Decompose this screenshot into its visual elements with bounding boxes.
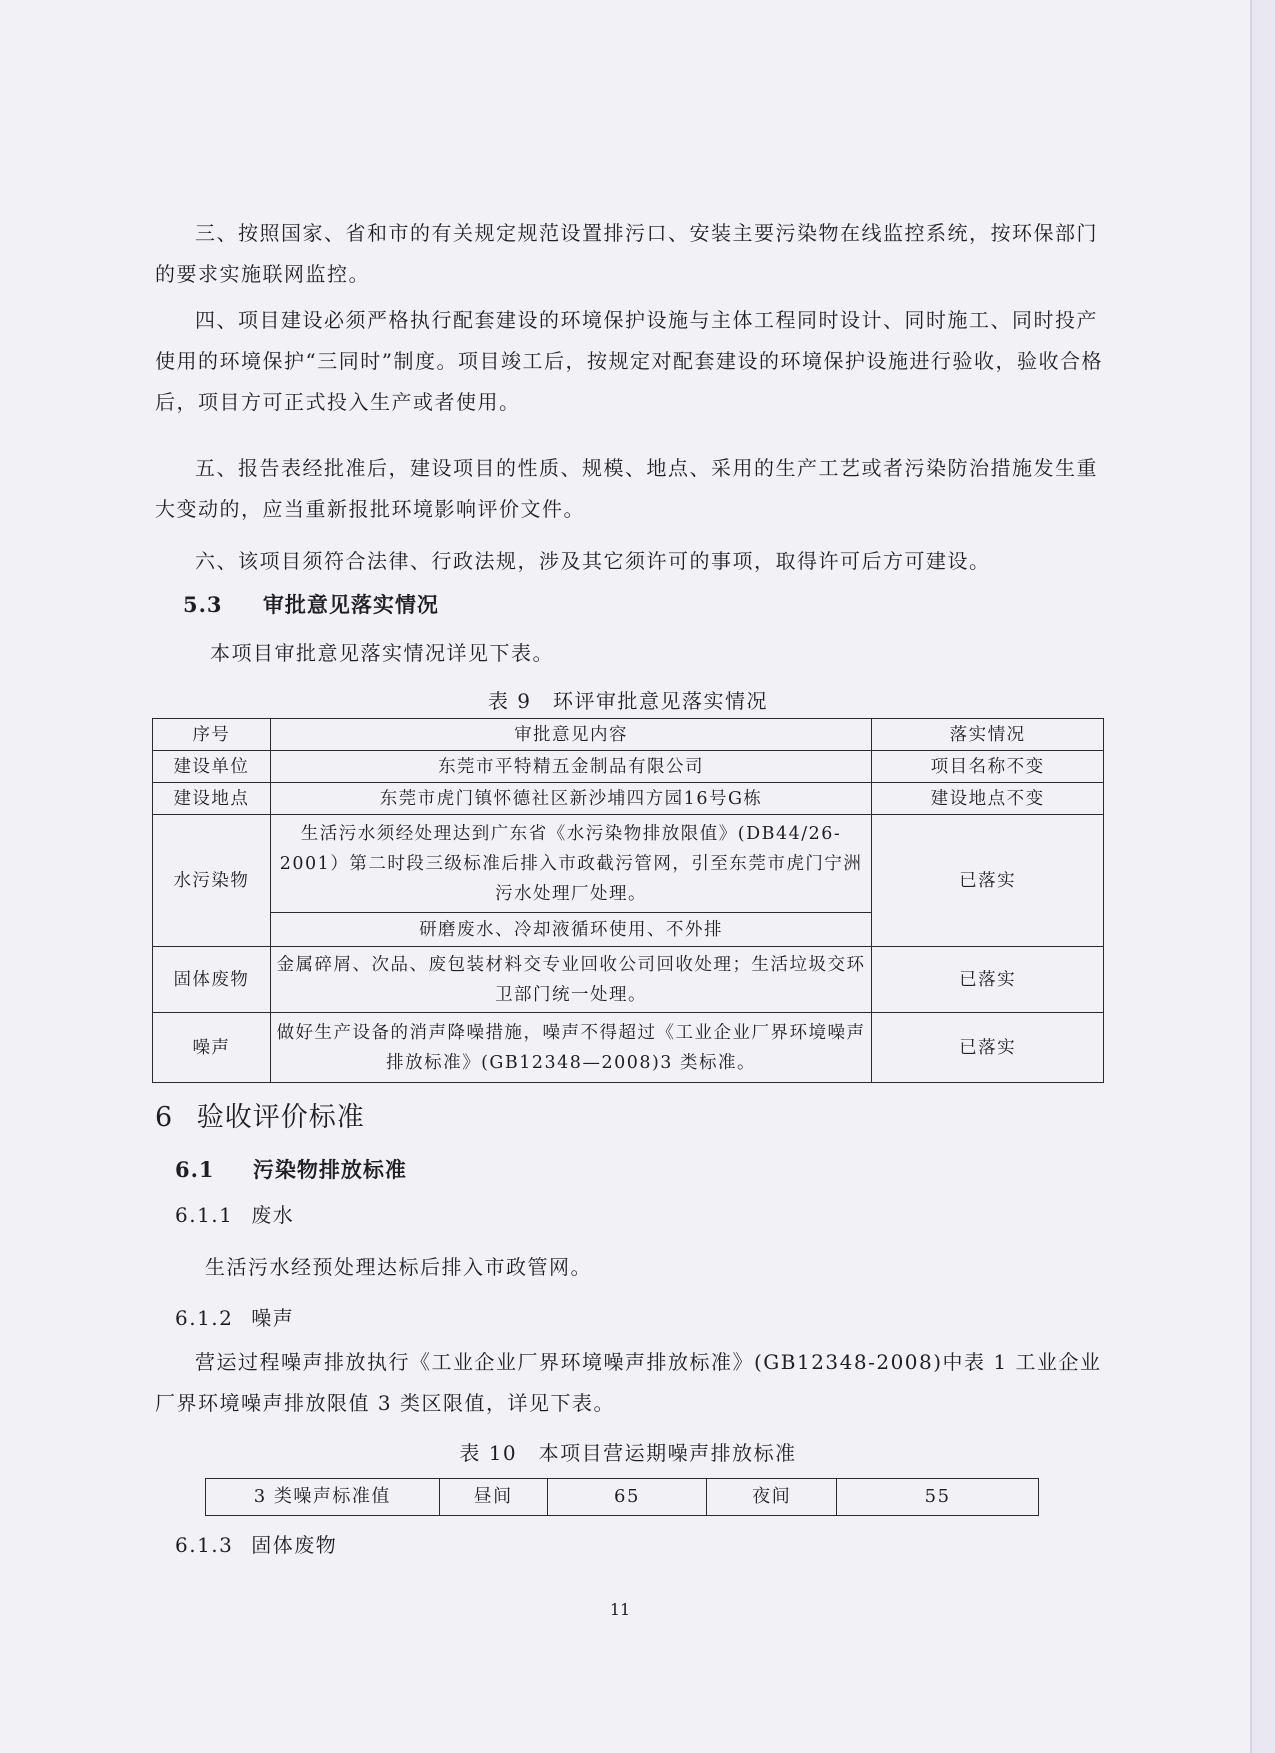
section-title: 固体废物 <box>251 1533 338 1557</box>
table-9-caption: 表 9 环评审批意见落实情况 <box>487 689 769 713</box>
day-value: 65 <box>547 1479 707 1516</box>
section-number: 6.1.1 <box>175 1203 234 1227</box>
row-status: 已落实 <box>872 1013 1104 1083</box>
night-label: 夜间 <box>707 1479 837 1516</box>
paragraph-5: 五、报告表经批准后，建设项目的性质、规模、地点、采用的生产工艺或者污染防治措施发生重大变动的，应当重新报批环境影响评价文件。 <box>155 456 1098 521</box>
section-6-1-heading <box>175 1154 407 1184</box>
standard-label: 3 类噪声标准值 <box>206 1479 440 1516</box>
paragraph-6: 六、该项目须符合法律、行政法规，涉及其它须许可的事项，取得许可后方可建设。 <box>195 549 991 573</box>
section-title: 噪声 <box>251 1306 295 1330</box>
paragraph-3: 三、按照国家、省和市的有关规定规范设置排污口、安装主要污染物在线监控系统，按环保部门的要求实施联网监控。 <box>155 221 1098 286</box>
section-6-1-2-text: 营运过程噪声排放执行《工业企业厂界环境噪声排放标准》(GB12348-2008)中表 1 工业企业厂界环境噪声排放限值 3 类区限值，详见下表。 <box>155 1350 1102 1415</box>
section-number: 6.1.3 <box>175 1533 234 1557</box>
paragraph-4: 四、项目建设必须严格执行配套建设的环境保护设施与主体工程同时设计、同时施工、同时投产使用的环境保护“三同时”制度。项目竣工后，按规定对配套建设的环境保护设施进行验收，验收合格后，项目方可正式投入生产或者使用。 <box>155 308 1103 414</box>
section-title: 废水 <box>251 1203 295 1227</box>
row-content: 东莞市虎门镇怀德社区新沙埔四方园16号G栋 <box>270 783 871 815</box>
table-row <box>206 1479 1039 1516</box>
table-row <box>153 1013 1104 1083</box>
row-item: 建设地点 <box>153 783 271 815</box>
row-status: 已落实 <box>872 947 1104 1013</box>
header-cell: 审批意见内容 <box>270 719 871 751</box>
row-item: 固体废物 <box>153 947 271 1013</box>
row-content: 金属碎屑、次品、废包装材料交专业回收公司回收处理；生活垃圾交环卫部门统一处理。 <box>270 947 871 1013</box>
section-5-3-intro: 本项目审批意见落实情况详见下表。 <box>210 641 554 665</box>
night-value: 55 <box>837 1479 1039 1516</box>
row-content: 生活污水须经处理达到广东省《水污染物排放限值》(DB44/26-2001）第二时段三级标准后排入市政截污管网，引至东莞市虎门宁洲污水处理厂处理。 <box>270 815 871 913</box>
row-status: 项目名称不变 <box>872 751 1104 783</box>
header-cell: 序号 <box>153 719 271 751</box>
table-row <box>153 815 1104 913</box>
section-6-1-1-heading <box>175 1199 294 1228</box>
table-9 <box>152 718 1104 1083</box>
table-row <box>153 751 1104 783</box>
header-cell: 落实情况 <box>872 719 1104 751</box>
row-content: 研磨废水、冷却液循环使用、不外排 <box>270 913 871 947</box>
section-number: 6.1 <box>175 1157 215 1182</box>
table-10-caption: 表 10 本项目营运期噪声排放标准 <box>459 1441 797 1465</box>
table-10 <box>205 1478 1039 1516</box>
section-6-heading <box>155 1095 365 1134</box>
section-number: 6.1.2 <box>175 1306 234 1330</box>
day-label: 昼间 <box>439 1479 547 1516</box>
row-content: 做好生产设备的消声降噪措施，噪声不得超过《工业企业厂界环境噪声排放标准》(GB12348—2008)3 类标准。 <box>270 1013 871 1083</box>
table-row <box>153 783 1104 815</box>
row-status: 建设地点不变 <box>872 783 1104 815</box>
row-item: 建设单位 <box>153 751 271 783</box>
section-number: 6 <box>155 1102 174 1133</box>
section-6-1-3-heading <box>175 1529 337 1558</box>
row-item: 水污染物 <box>153 815 271 947</box>
row-item: 噪声 <box>153 1013 271 1083</box>
table-row <box>153 947 1104 1013</box>
table-header-row <box>153 719 1104 751</box>
section-title: 验收评价标准 <box>196 1102 365 1133</box>
page-number: 11 <box>609 1600 631 1619</box>
section-title: 审批意见落实情况 <box>262 592 439 617</box>
row-content: 东莞市平特精五金制品有限公司 <box>270 751 871 783</box>
section-6-1-1-text: 生活污水经预处理达标后排入市政管网。 <box>205 1255 592 1279</box>
section-6-1-2-heading <box>175 1302 294 1331</box>
row-status: 已落实 <box>872 815 1104 947</box>
section-title: 污染物排放标准 <box>252 1157 407 1182</box>
section-number: 5.3 <box>183 592 223 617</box>
section-5-3-heading <box>183 589 439 619</box>
